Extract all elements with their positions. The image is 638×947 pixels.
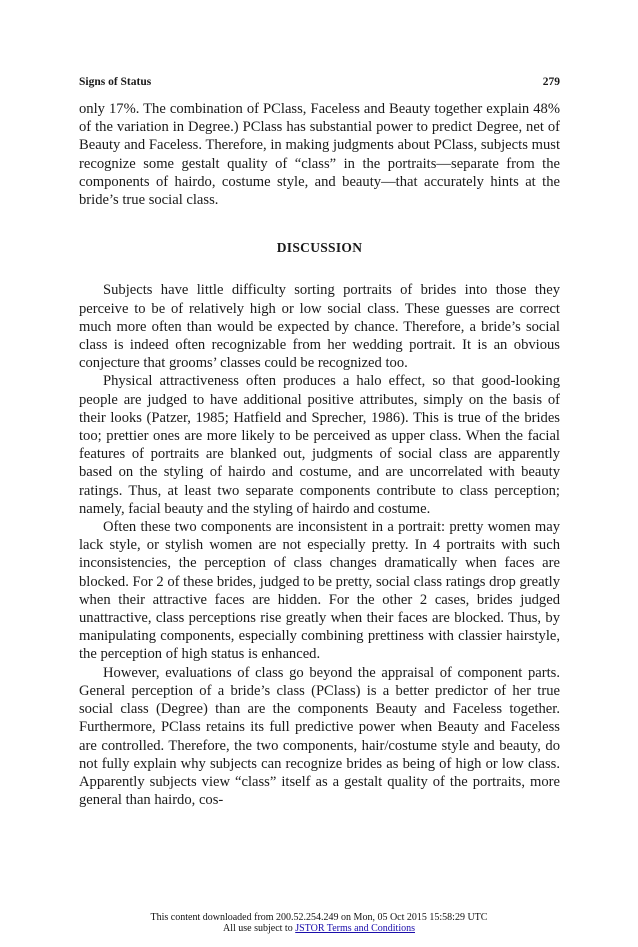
article-body — [79, 100, 560, 809]
page-number: 279 — [542, 76, 560, 88]
terms-prefix: All use subject to — [223, 923, 296, 934]
jstor-terms-link[interactable]: JSTOR Terms and Conditions — [295, 923, 415, 934]
paragraph: Subjects have little difficulty sorting portraits of brides into those they perceive to be of relatively high or low social class. These guesses are correct much more often than would be expected by chance. Therefore, a bride’s social class is indeed often recognizable from her wedding portrait. It is an obvious conjecture that grooms’ classes could be recognized too. — [79, 282, 560, 372]
download-footer — [0, 912, 638, 934]
download-notice: This content downloaded from 200.52.254.249 on Mon, 05 Oct 2015 15:58:29 UTC — [150, 912, 488, 923]
paragraph: Physical attractiveness often produces a halo effect, so that good-looking people are judged to have additional positive attributes, simply on the basis of their looks (Patzer, 1985; Hatfield and Sprecher, 1986). This is true of the brides too; prettier ones are more likely to be perceived as upper class. When the facial features of portraits are blanked out, judgments of social class are apparently based on the styling of hairdo and costume, and are uncorrelated with beauty ratings. Thus, at least two separate components contribute to class perception; namely, facial beauty and the styling of hairdo and costume. — [79, 373, 560, 517]
paragraph: However, evaluations of class go beyond the appraisal of component parts. General perception of a bride’s class (PClass) is a better predictor of her true social class (Degree) than are the components Beauty and Faceless together. Furthermore, PClass retains its full predictive power when Beauty and Faceless are controlled. Therefore, the two components, hair/costume style and beauty, do not fully explain why subjects can recognize brides as being of high or low class. Apparently subjects view “class” itself as a gestalt quality of the portraits, more general than hairdo, cos- — [79, 664, 560, 809]
section-heading-discussion: DISCUSSION — [276, 240, 363, 256]
terms-line — [0, 923, 638, 934]
paragraph-continued: only 17%. The combination of PClass, Faceless and Beauty together explain 48% of the variation in Degree.) PClass has substantial power to predict Degree, net of Beauty and Faceless. Therefore, in making judgments about PClass, subjects must recognize some gestalt quality of “class” in the portraits—separate from the components of hairdo, costume style, and beauty—that accurately hints at the bride’s true social class. — [79, 101, 560, 209]
running-title: Signs of Status — [79, 76, 152, 88]
paragraph: Often these two components are inconsistent in a portrait: pretty women may lack style, or stylish women are not especially pretty. In 4 portraits with such inconsistencies, the perception of class changes dramatically when faces are blocked. For 2 of these brides, judged to be pretty, social class ratings drop greatly when their attractive faces are hidden. For the other 2 cases, brides judged unattractive, class perceptions rise greatly when their faces are blocked. Thus, by manipulating components, especially combining prettiness with classier hairstyle, the perception of high status is enhanced. — [79, 519, 560, 663]
